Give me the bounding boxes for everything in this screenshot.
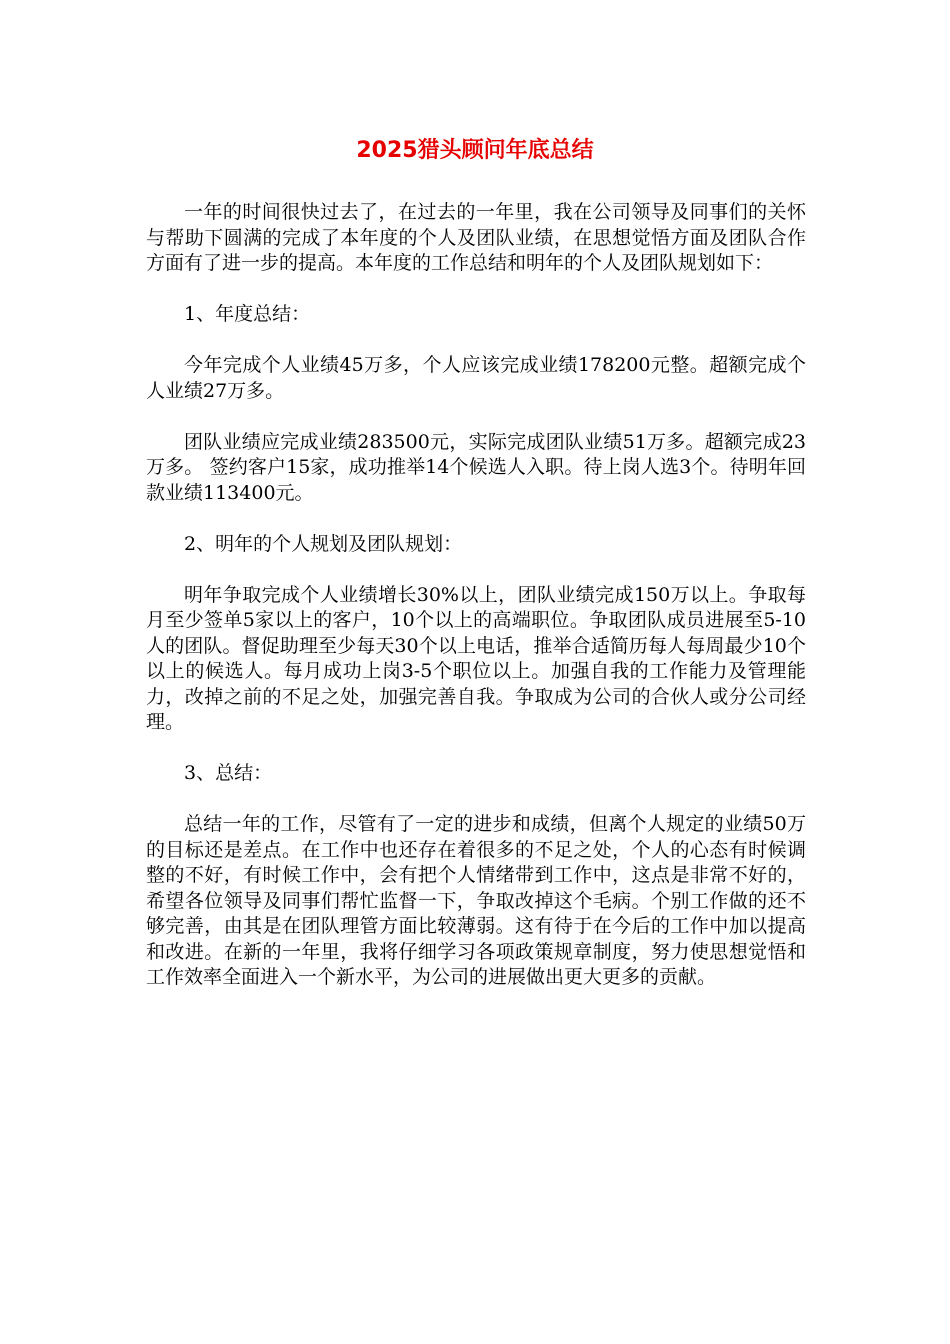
document-title: 2025猎头顾问年底总结 xyxy=(356,138,594,163)
document-body xyxy=(146,200,806,1016)
next-year-plan-paragraph: 明年争取完成个人业绩增长30%以上，团队业绩完成150万以上。争取每月至少签单5家以上的客户，10个以上的高端职位。争取团队成员进展至5-10人的团队。督促助理至少每天30个以上电话，推举合适简历每人每周最少10个以上的候选人。每月成功上岗3-5个职位以上。加强自我的工作能力及管理能力，改掉之前的不足之处，加强完善自我。争取成为公司的合伙人或分公司经理。 xyxy=(146,583,806,733)
personal-performance-paragraph: 今年完成个人业绩45万多，个人应该完成业绩178200元整。超额完成个人业绩27万多。 xyxy=(146,354,806,402)
conclusion-paragraph: 总结一年的工作，尽管有了一定的进步和成绩，但离个人规定的业绩50万的目标还是差点。在工作中也还存在着很多的不足之处，个人的心态有时候调整的不好，有时候工作中，会有把个人情绪带到工作中，这点是非常不好的，希望各位领导及同事们帮忙监督一下，争取改掉这个毛病。个别工作做的还不够完善，由其是在团队理管方面比较薄弱。这有待于在今后的工作中加以提高和改进。在新的一年里，我将仔细学习各项政策规章制度，努力使思想觉悟和工作效率全面进入一个新水平，为公司的进展做出更大更多的贡献。 xyxy=(146,813,806,988)
section-heading-next-year-plan: 2、明年的个人规划及团队规划： xyxy=(184,532,463,555)
team-performance-paragraph: 团队业绩应完成业绩283500元，实际完成团队业绩51万多。超额完成23万多。 签约客户15家，成功推举14个候选人入职。待上岗人选3个。待明年回款业绩113400元。 xyxy=(146,430,806,504)
section-heading-annual-summary: 1、年度总结： xyxy=(184,303,311,325)
intro-paragraph: 一年的时间很快过去了，在过去的一年里，我在公司领导及同事们的关怀与帮助下圆满的完成了本年度的个人及团队业绩，在思想觉悟方面及团队合作方面有了进一步的提高。本年度的工作总结和明年的个人及团队规划如下： xyxy=(146,201,806,274)
section-heading-conclusion: 3、总结： xyxy=(184,762,273,784)
